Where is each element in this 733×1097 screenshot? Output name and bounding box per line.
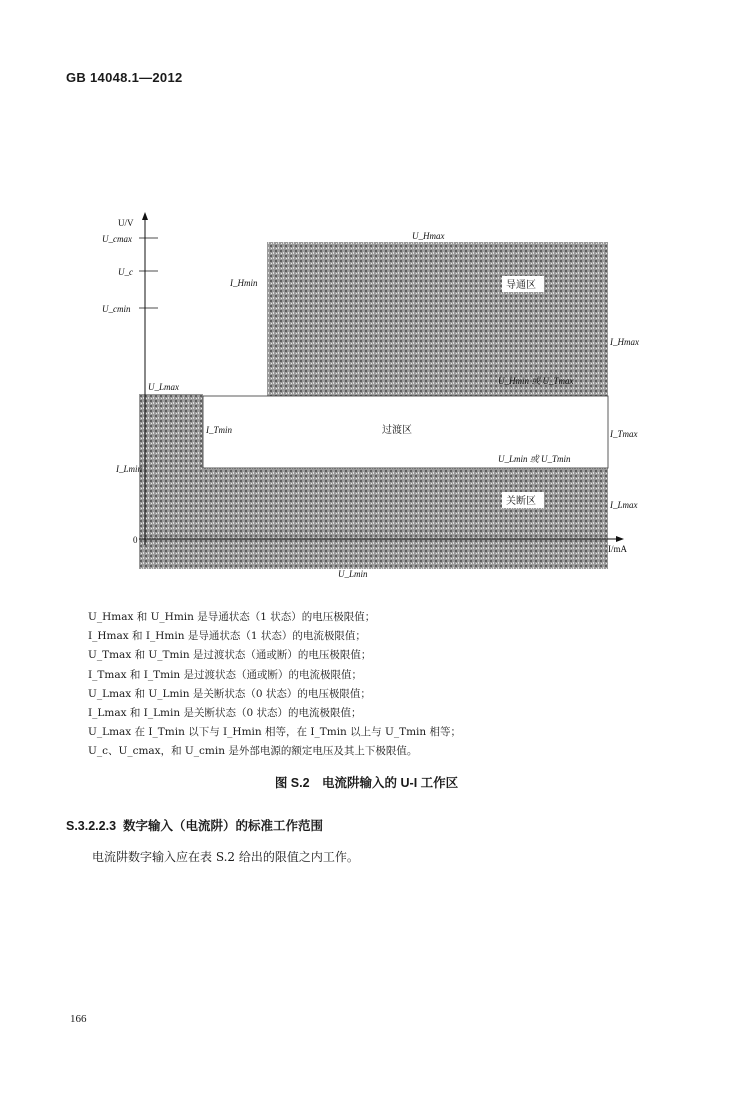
- figure-caption: 图 S.2 电流阱输入的 U-I 工作区: [274, 776, 459, 790]
- standard-code: GB 14048.1—2012: [66, 70, 183, 85]
- label-ulmin: U_Lmin: [338, 569, 368, 579]
- section-heading: [66, 816, 323, 834]
- label-uhmax: U_Hmax: [412, 231, 445, 241]
- on-region: [267, 242, 608, 396]
- y-axis-label: U/V: [118, 218, 134, 228]
- page-number: 166: [70, 1013, 87, 1025]
- tick-label-ucmin: U_cmin: [102, 304, 131, 314]
- legend-line: U_Lmax 在 I_Tmin 以下与 I_Hmin 相等，在 I_Tmin 以上与 U_Tmin 相等；: [88, 726, 462, 739]
- region-on-label: 导通区: [506, 280, 536, 291]
- legend-line: U_Lmax 和 U_Lmin 是关断状态（0 状态）的电压极限值；: [88, 687, 371, 700]
- legend-line: I_Lmax 和 I_Lmin 是关断状态（0 状态）的电流极限值；: [88, 707, 362, 720]
- tick-label-uc: U_c: [118, 267, 133, 277]
- label-ulmin-or-utmin: U_Lmin 或 U_Tmin: [498, 454, 571, 464]
- region-transition-label: 过渡区: [382, 425, 412, 436]
- tick-label-ucmax: U_cmax: [102, 234, 132, 244]
- legend-line: I_Hmax 和 I_Hmin 是导通状态（1 状态）的电流极限值；: [88, 630, 366, 643]
- section-title: 数字输入（电流阱）的标准工作范围: [123, 819, 324, 833]
- ui-operating-region-figure: [100, 200, 660, 585]
- label-uhmin-or-utmax: U_Hmin 或 U_Tmax: [498, 376, 574, 386]
- legend-line: U_Tmax 和 U_Tmin 是过渡状态（通或断）的电压极限值；: [88, 649, 372, 662]
- label-ilmax: I_Lmax: [610, 500, 638, 510]
- label-ilmin: I_Lmin: [116, 464, 143, 474]
- off-region-left: [139, 394, 203, 569]
- x-axis-label: I/mA: [608, 544, 627, 554]
- label-ihmin: I_Hmin: [230, 278, 258, 288]
- label-itmax: I_Tmax: [610, 429, 638, 439]
- label-itmin: I_Tmin: [206, 425, 233, 435]
- y-axis-arrow: [142, 212, 148, 220]
- region-off-label: 关断区: [506, 496, 536, 507]
- label-ihmax: I_Hmax: [610, 337, 639, 347]
- off-region: [203, 468, 608, 569]
- section-number: S.3.2.2.3: [66, 819, 117, 833]
- legend-line: U_c、U_cmax，和 U_cmin 是外部电源的额定电压及其上下极限值。: [88, 745, 418, 758]
- figure-legend: [88, 608, 461, 762]
- body-paragraph: 电流阱数字输入应在表 S.2 给出的限值之内工作。: [92, 850, 359, 864]
- origin-label: 0: [133, 535, 138, 545]
- legend-line: I_Tmax 和 I_Tmin 是过渡状态（通或断）的电流极限值；: [88, 668, 363, 681]
- x-axis-arrow: [616, 536, 624, 542]
- label-ulmax: U_Lmax: [148, 382, 179, 392]
- legend-line: U_Hmax 和 U_Hmin 是导通状态（1 状态）的电压极限值；: [88, 611, 376, 623]
